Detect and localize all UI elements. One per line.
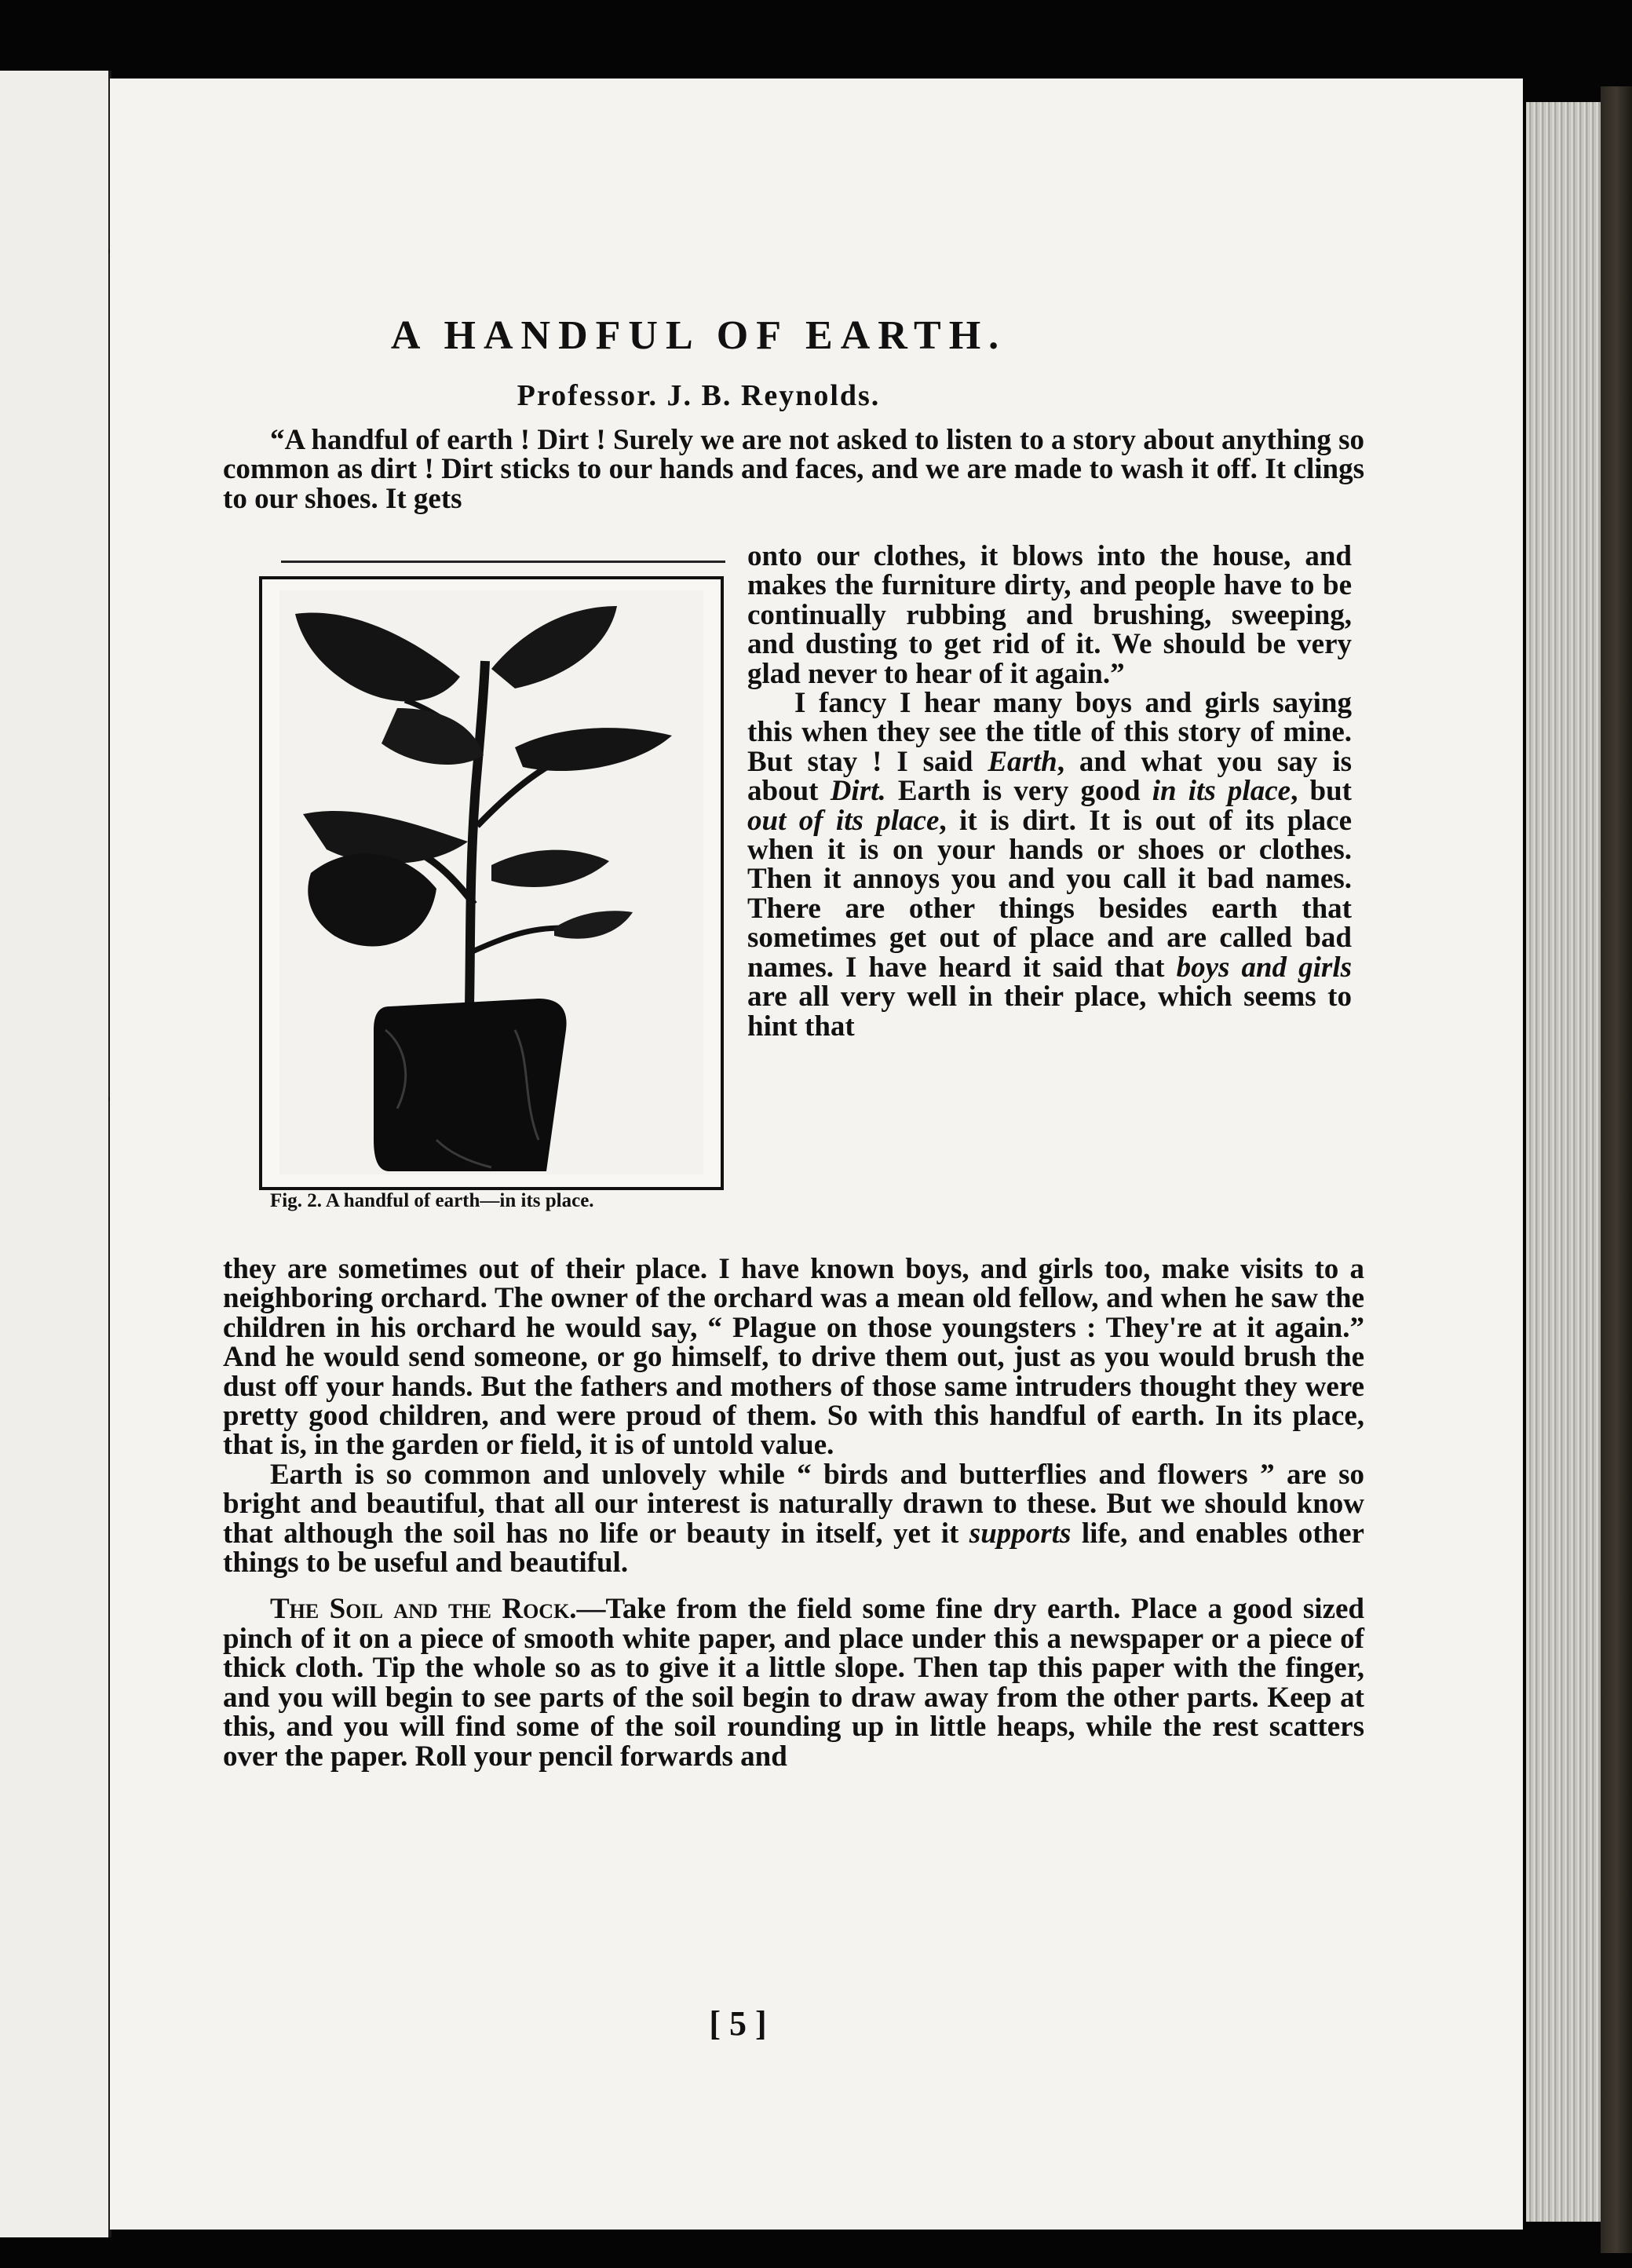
paragraph-2-continued: they are sometimes out of their place. I have known boys, and girls too, make visits to a neighboring orchard. The owner of the orchard was a mean old fellow, and when he saw the children in his orchard he would say, “ Plague on those youngsters : They're at it again.” And he would send someone, or go himself, to drive them out, just as you would brush the dust off your hands. But the fathers and mothers of those same intruders thought they were pretty good children, and were proud of them. So with this handful of earth. In its place, that is, in the garden or field, it is of untold value. xyxy=(223,1253,1364,1462)
paragraphs-beside-figure xyxy=(747,542,1352,1041)
plant-in-soil-illustration xyxy=(279,590,703,1174)
book-binding xyxy=(1601,86,1632,2253)
figure-caption: Fig. 2. A handful of earth—in its place. xyxy=(270,1190,594,1211)
author-line: Professor. J. B. Reynolds. xyxy=(517,379,881,412)
paragraph-1-text: “A handful of earth ! Dirt ! Surely we are not asked to listen to a story about anything so common as dirt ! Dirt sticks to our hands and faces, and we are made to wash it off. It clings to our shoes. It gets xyxy=(223,424,1364,515)
paragraph-4: The Soil and the Rock.—Take from the field some fine dry earth. Place a good sized pinch of it on a piece of smooth white paper, and place under this a newspaper or a piece of thick cloth. Tip the whole so as to give it a little slope. Then tap this paper with the finger, and you will begin to see parts of the soil begin to draw away from the other parts. Keep at this, and you will find some of the soil rounding up in little heaps, while the rest scatters over the paper. Roll your pencil forwards and xyxy=(223,1593,1364,1773)
facing-page-edge xyxy=(0,71,110,2237)
figure-plant-photo xyxy=(259,576,724,1190)
paragraph-3: Earth is so common and unlovely while “ birds and butterflies and flowers ” are so bright and beautiful, that all our interest is naturally drawn to these. But we should know that although the soil has no life or beauty in itself, yet it supports life, and enables other things to be useful and beautiful. xyxy=(223,1458,1364,1580)
figure-top-rule xyxy=(281,561,725,563)
section-heading-soil-rock: The Soil and the Rock. xyxy=(270,1593,577,1626)
paragraph-2: I fancy I hear many boys and girls saying this when they see the title of this story of mine. But stay ! I said Earth, and what you say is about Dirt. Earth is very good in its place, but out of its place, it is dirt. It is out of its place when it is on your hands or shoes or clothes. Then it annoys you and you call it bad names. There are other things besides earth that sometimes get out of place and are called bad names. I have heard it said that boys and girls are all very well in their place, which seems to hint that xyxy=(747,687,1353,1043)
paragraph-1-continued: onto our clothes, it blows into the house, and makes the furniture dirty, and people have to be continually rubbing and brushing, sweeping, and dusting to get rid of it. We should be very glad never to hear of it again.” xyxy=(747,540,1352,690)
page-title: A HANDFUL OF EARTH. xyxy=(390,313,1007,358)
page-edges xyxy=(1526,102,1601,2222)
paragraph-1-top xyxy=(223,425,1364,513)
plant-photo xyxy=(279,590,703,1174)
page-number: [ 5 ] xyxy=(709,2004,767,2043)
paragraphs-after-figure xyxy=(223,1255,1364,1771)
